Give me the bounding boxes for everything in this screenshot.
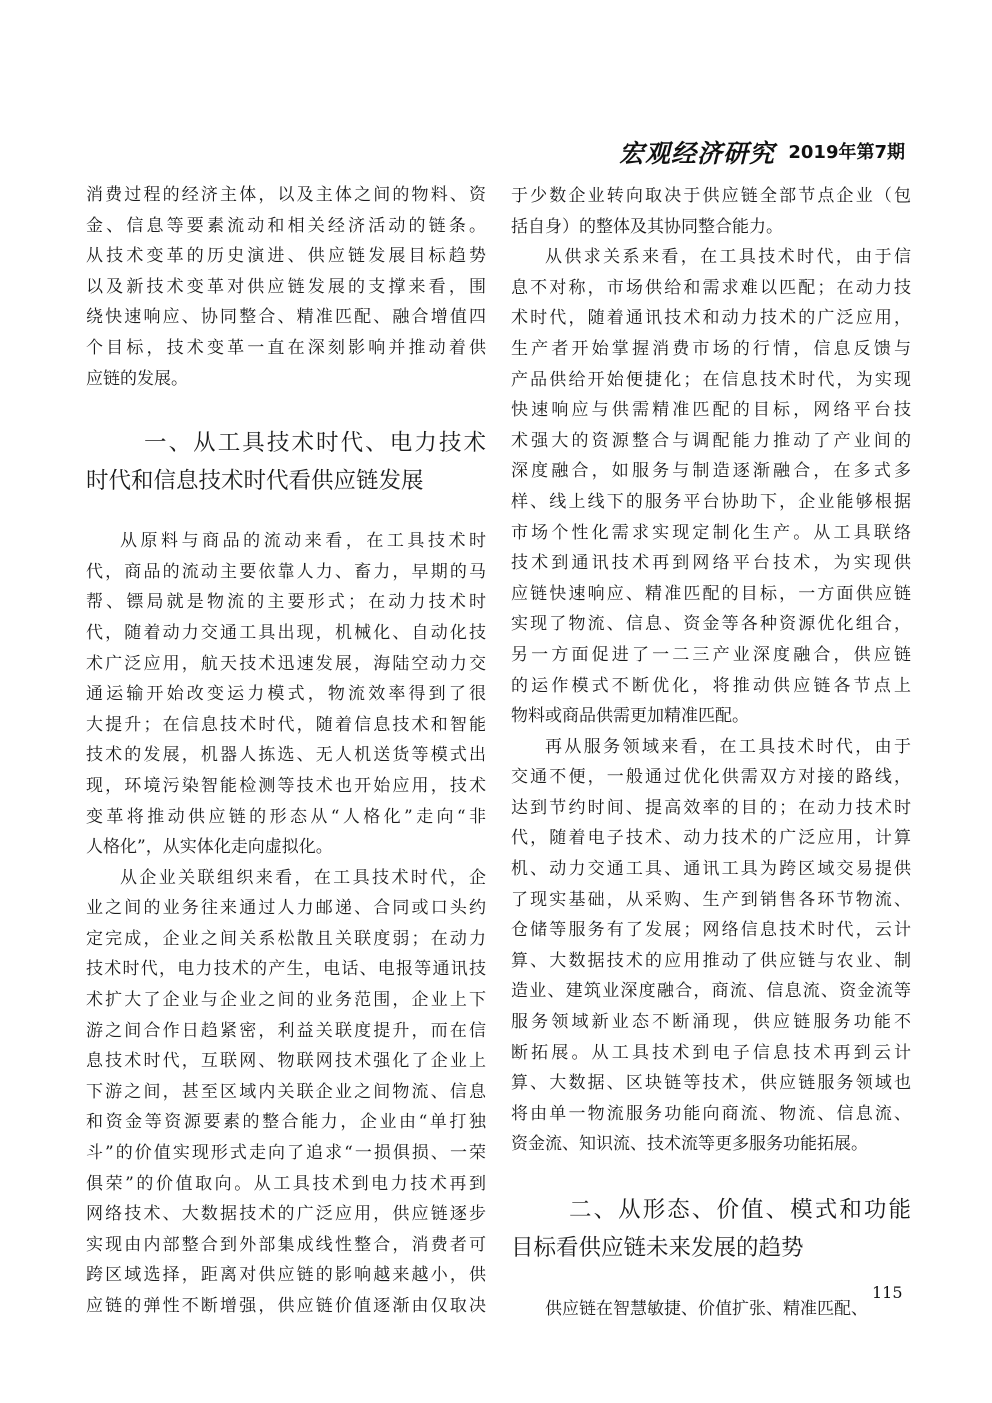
text-line: 再从服务领域来看，在工具技术时代，由于 — [545, 736, 911, 757]
text-line: 算、大数据、区块链等技术，供应链服务领域也 — [511, 1073, 911, 1094]
text-line: 通运输开始改变运力模式，物流效率得到了很 — [86, 684, 486, 705]
text-line: 从技术变革的历史演进、供应链发展目标趋势 — [86, 246, 486, 267]
text-line: 市场个性化需求实现定制化生产。从工具联络 — [511, 522, 911, 543]
section-1-heading-line-1: 一、从工具技术时代、电力技术 — [144, 430, 486, 457]
section-1-heading-line-2: 时代和信息技术时代看供应链发展 — [86, 468, 424, 495]
text-line: 和资金等资源要素的整合能力，企业由“单打独 — [86, 1112, 486, 1133]
text-line: 物料或商品供需更加精准匹配。 — [511, 706, 749, 727]
text-line: 金、信息等要素流动和相关经济活动的链条。 — [86, 215, 486, 236]
text-line: 现，环境污染智能检测等技术也开始应用，技术 — [86, 775, 486, 796]
text-line: 息技术时代，互联网、物联网技术强化了企业上 — [86, 1051, 486, 1072]
text-line: 技术到通讯技术再到网络平台技术，为实现供 — [511, 553, 911, 574]
text-line: 术强大的资源整合与调配能力推动了产业间的 — [511, 430, 911, 451]
text-line: 断拓展。从工具技术到电子信息技术再到云计 — [511, 1042, 911, 1063]
page-number: 115 — [872, 1283, 903, 1302]
text-line: 从企业关联组织来看，在工具技术时代，企 — [120, 867, 486, 888]
text-line: 个目标，技术变革一直在深刻影响并推动着供 — [86, 337, 486, 358]
text-line: 息不对称，市场供给和需求难以匹配；在动力技 — [511, 277, 911, 298]
text-line: 算、大数据技术的应用推动了供应链与农业、制 — [511, 950, 911, 971]
right-body-text — [511, 181, 911, 1160]
text-line: 俱荣”的价值取向。从工具技术到电力技术再到 — [86, 1173, 486, 1194]
text-line: 从供求关系来看，在工具技术时代，由于信 — [545, 247, 911, 268]
text-line: 业之间的业务往来通过人力邮递、合同或口头约 — [86, 898, 486, 919]
section-2-first-line: 供应链在智慧敏捷、价值扩张、精准匹配、 — [545, 1299, 868, 1319]
text-line: 绕快速响应、协同整合、精准匹配、融合增值四 — [86, 307, 486, 328]
text-line: 下游之间，甚至区域内关联企业之间物流、信息 — [86, 1081, 486, 1102]
text-line: 技术的发展，机器人拣选、无人机送货等模式出 — [86, 745, 486, 766]
text-line: 斗”的价值实现形式走向了追求“一损俱损、一荣 — [86, 1143, 486, 1164]
text-line: 技术时代，电力技术的产生，电话、电报等通讯技 — [86, 959, 486, 980]
text-line: 机、动力交通工具、通讯工具为跨区域交易提供 — [511, 859, 911, 880]
text-line: 实现了物流、信息、资金等各种资源优化组合， — [511, 614, 911, 635]
text-line: 应链快速响应、精准匹配的目标，一方面供应链 — [511, 583, 911, 604]
text-line: 大提升；在信息技术时代，随着信息技术和智能 — [86, 714, 486, 735]
text-line: 括自身）的整体及其协同整合能力。 — [511, 216, 783, 237]
text-line: 了现实基础，从采购、生产到销售各环节物流、 — [511, 889, 911, 910]
text-line: 造业、建筑业深度融合，商流、信息流、资金流等 — [511, 981, 911, 1002]
text-line: 另一方面促进了一二三产业深度融合，供应链 — [511, 644, 911, 665]
text-line: 资金流、知识流、技术流等更多服务功能拓展。 — [511, 1134, 868, 1155]
text-line: 代，商品的流动主要依靠人力、畜力，早期的马 — [86, 561, 486, 582]
text-line: 跨区域选择，距离对供应链的影响越来越小，供 — [86, 1265, 486, 1286]
issue-label: 2019年第7期 — [788, 142, 905, 163]
text-line: 消费过程的经济主体，以及主体之间的物料、资 — [86, 185, 486, 205]
text-line: 实现由内部整合到外部集成线性整合，消费者可 — [86, 1234, 486, 1255]
text-line: 应链的发展。 — [86, 368, 188, 389]
text-line: 帮、镖局就是物流的主要形式；在动力技术时 — [86, 592, 486, 613]
text-line: 达到节约时间、提高效率的目的；在动力技术时 — [511, 797, 911, 818]
section-2-heading-line-1: 二、从形态、价值、模式和功能 — [569, 1197, 911, 1223]
text-line: 术广泛应用，航天技术迅速发展，海陆空动力交 — [86, 653, 486, 674]
left-body-text — [86, 526, 486, 1321]
text-line: 深度融合，如服务与制造逐渐融合，在多式多 — [511, 461, 911, 482]
section-2-heading-line-2: 目标看供应链未来发展的趋势 — [511, 1235, 804, 1261]
text-line: 生产者开始掌握消费市场的行情，信息反馈与 — [511, 338, 911, 359]
text-line: 交通不便，一般通过优化供需双方对接的路线， — [511, 767, 911, 788]
text-line: 代，随着电子技术、动力技术的广泛应用，计算 — [511, 828, 911, 849]
text-line: 术时代，随着通讯技术和动力技术的广泛应用， — [511, 308, 911, 329]
text-line: 游之间合作日趋紧密，利益关联度提升，而在信 — [86, 1020, 486, 1041]
right-column — [511, 181, 911, 1325]
text-line: 网络技术、大数据技术的广泛应用，供应链逐步 — [86, 1204, 486, 1225]
text-line: 样、线上线下的服务平台协助下，企业能够根据 — [511, 491, 911, 512]
text-line: 服务领域新业态不断涌现，供应链服务功能不 — [511, 1012, 911, 1033]
text-line: 产品供给开始便捷化；在信息技术时代，为实现 — [511, 369, 911, 390]
text-line: 定完成，企业之间关系松散且关联度弱；在动力 — [86, 928, 486, 949]
text-line: 从原料与商品的流动来看，在工具技术时 — [120, 531, 486, 552]
journal-title: 宏观经济研究 — [618, 139, 775, 168]
text-line: 术扩大了企业与企业之间的业务范围，企业上下 — [86, 990, 486, 1011]
text-line: 代，随着动力交通工具出现，机械化、自动化技 — [86, 622, 486, 643]
running-header — [80, 96, 905, 166]
text-line: 人格化”，从实体化走向虚拟化。 — [86, 837, 333, 858]
text-line: 于少数企业转向取决于供应链全部节点企业（包 — [511, 186, 911, 206]
text-line: 将由单一物流服务功能向商流、物流、信息流、 — [511, 1103, 911, 1124]
text-line: 仓储等服务有了发展；网络信息技术时代，云计 — [511, 920, 911, 941]
text-line: 应链的弹性不断增强，供应链价值逐渐由仅取决 — [86, 1296, 486, 1316]
text-line: 的运作模式不断优化，将推动供应链各节点上 — [511, 675, 911, 696]
left-intro-paragraph — [86, 180, 486, 394]
left-column — [86, 180, 486, 1322]
text-line: 以及新技术变革对供应链发展的支撑来看，围 — [86, 276, 486, 297]
text-line: 快速响应与供需精准匹配的目标，网络平台技 — [511, 400, 911, 421]
text-line: 变革将推动供应链的形态从“人格化”走向“非 — [86, 806, 486, 827]
